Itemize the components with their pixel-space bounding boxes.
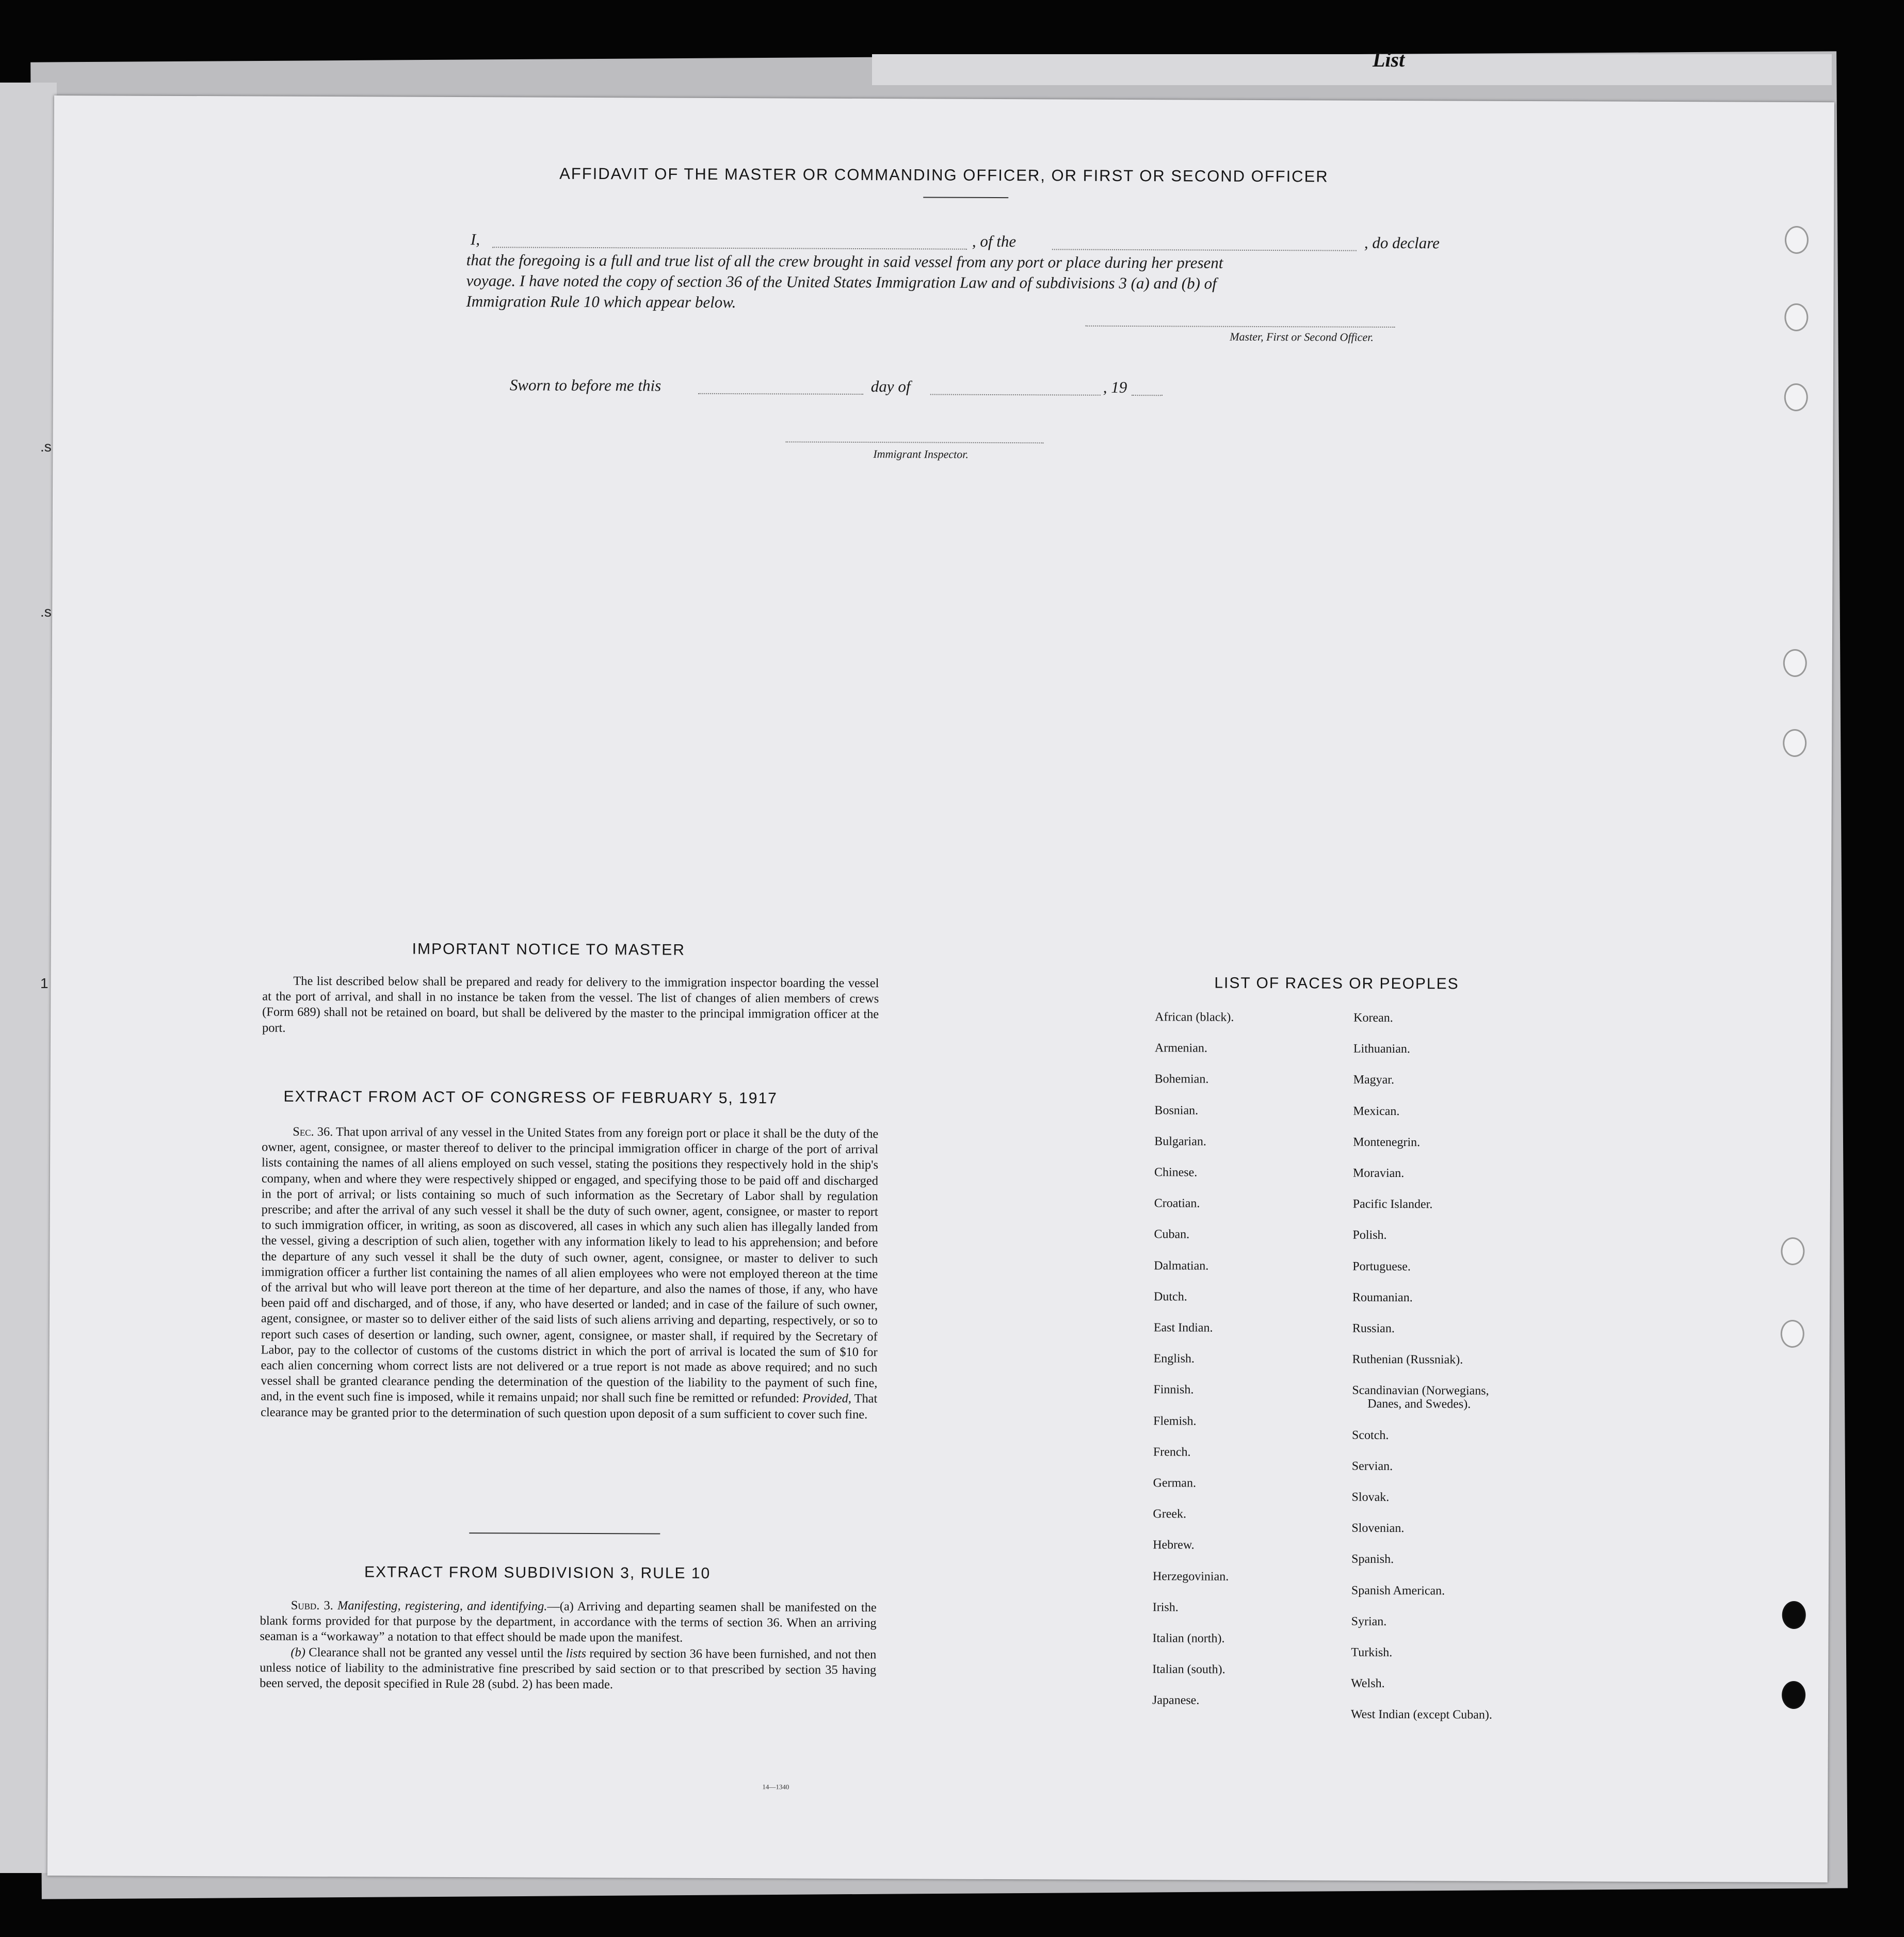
sec36-text-end: That clearance may be granted prior to the determination of such question upon deposit of a sum sufficient to cover such fine. xyxy=(261,1392,878,1422)
race-item: Moravian. xyxy=(1352,1166,1405,1181)
inspector-signature-blank[interactable] xyxy=(785,441,1043,443)
affidavit-of-the: , of the xyxy=(972,232,1016,251)
sec-label: Sec. 36. xyxy=(293,1124,333,1139)
sworn-year-blank[interactable] xyxy=(1132,395,1163,396)
race-item: French. xyxy=(1153,1445,1191,1459)
race-item: Mexican. xyxy=(1353,1104,1400,1118)
rule-extract-text xyxy=(260,1598,877,1694)
race-item: Armenian. xyxy=(1154,1041,1207,1055)
race-item: Portuguese. xyxy=(1352,1260,1411,1273)
underlying-sheet-edge xyxy=(872,54,1832,85)
notice-text xyxy=(262,974,879,1038)
race-item: Bulgarian. xyxy=(1154,1134,1206,1149)
race-item: Flemish. xyxy=(1153,1414,1197,1428)
affidavit-title: AFFIDAVIT OF THE MASTER OR COMMANDING OFFICER, OR FIRST OR SECOND OFFICER xyxy=(559,164,1329,186)
race-item: Ruthenian (Russniak). xyxy=(1352,1352,1463,1367)
list-tag: List xyxy=(1373,48,1405,71)
subd-b-label: (b) xyxy=(291,1645,305,1659)
subd-b-text-1: Clearance shall not be granted any vessel until the xyxy=(309,1645,563,1660)
race-item: Pacific Islander. xyxy=(1352,1197,1433,1212)
race-item: Lithuanian. xyxy=(1353,1042,1410,1056)
binder-hole xyxy=(1781,1320,1804,1348)
race-item: Greek. xyxy=(1153,1507,1187,1521)
affidavit-line4: Immigration Rule 10 which appear below. xyxy=(466,292,736,312)
race-item: Welsh. xyxy=(1351,1676,1385,1691)
sworn-prefix: Sworn to before me this xyxy=(509,376,661,395)
title-rule xyxy=(923,197,1008,198)
affidavit-line2: that the foregoing is a full and true list of all the crew brought in said vessel from any port or place during her present xyxy=(466,251,1223,272)
race-item: West Indian (except Cuban). xyxy=(1350,1708,1493,1722)
affidavit-line3: voyage. I have noted the copy of section 36 of the United States Immigration Law and of subdivisions 3 (a) and (b) of xyxy=(466,271,1217,293)
race-item: Magyar. xyxy=(1353,1073,1395,1087)
act-extract-title: EXTRACT FROM ACT OF CONGRESS OF FEBRUARY 5, 1917 xyxy=(283,1088,778,1107)
race-item: Russian. xyxy=(1352,1321,1395,1335)
race-item: Dutch. xyxy=(1154,1289,1187,1304)
race-item: Dalmatian. xyxy=(1154,1258,1209,1273)
affidavit-i: I, xyxy=(470,230,480,249)
race-item: Italian (north). xyxy=(1152,1632,1225,1645)
race-item: Irish. xyxy=(1152,1600,1179,1615)
rule-extract-title: EXTRACT FROM SUBDIVISION 3, RULE 10 xyxy=(364,1563,711,1582)
notice-title: IMPORTANT NOTICE TO MASTER xyxy=(412,940,685,959)
race-item: Slovak. xyxy=(1351,1490,1390,1504)
sworn-year: , 19 xyxy=(1103,378,1127,396)
binder-hole xyxy=(1784,383,1808,411)
vessel-blank[interactable] xyxy=(1052,249,1357,251)
binder-hole xyxy=(1783,729,1806,757)
race-item: Roumanian. xyxy=(1352,1290,1413,1304)
form-page xyxy=(47,95,1834,1882)
race-item: Scandinavian (Norwegians, xyxy=(1352,1384,1489,1398)
race-item: Spanish American. xyxy=(1351,1584,1445,1597)
race-item: Hebrew. xyxy=(1153,1538,1195,1552)
subd-label: Subd. 3. xyxy=(291,1598,333,1613)
race-item: Syrian. xyxy=(1351,1615,1387,1628)
strip-mark: .s xyxy=(40,604,52,620)
binder-hole xyxy=(1783,649,1807,677)
race-item: Slovenian. xyxy=(1351,1521,1405,1536)
binder-hole xyxy=(1785,226,1809,254)
race-item: Spanish. xyxy=(1351,1553,1394,1567)
binder-hole xyxy=(1782,1601,1806,1629)
form-number: 14—1340 xyxy=(762,1783,789,1791)
race-item: Croatian. xyxy=(1154,1197,1200,1210)
race-item: Scotch. xyxy=(1351,1428,1389,1442)
race-item: Japanese. xyxy=(1152,1693,1200,1707)
master-signature-caption: Master, First or Second Officer. xyxy=(1230,330,1374,344)
subd-a-text: —(a) Arriving and departing seamen shall be manifested on the blank forms provided for that purpose by the department, in accordance with the terms of section 36. When an arriving seaman is a “workaway” a notation to that effect should be made upon the manifest. xyxy=(260,1599,877,1645)
race-item: East Indian. xyxy=(1153,1321,1213,1335)
provided-word: Provided, xyxy=(802,1392,851,1406)
master-signature-blank[interactable] xyxy=(1085,326,1395,328)
sworn-day-of: day of xyxy=(870,377,911,396)
race-item: Korean. xyxy=(1353,1011,1393,1025)
race-item: Cuban. xyxy=(1154,1228,1190,1241)
notice-paragraph: The list described below shall be prepared and ready for delivery to the immigration inspector boarding the vessel at the port of arrival, and shall in no instance be taken from the vessel. The list of changes of alien members of crews (Form 689) shall not be retained on board, but shall be delivered by the master to the principal immigration officer at the port. xyxy=(262,974,879,1035)
race-item: Chinese. xyxy=(1154,1166,1198,1180)
race-item: Servian. xyxy=(1351,1459,1393,1473)
race-item: Danes, and Swedes). xyxy=(1367,1397,1471,1411)
section-rule xyxy=(469,1532,660,1534)
race-item: African (black). xyxy=(1155,1010,1234,1024)
race-item: Finnish. xyxy=(1153,1383,1194,1397)
race-item: English. xyxy=(1153,1352,1195,1366)
act-extract-text xyxy=(261,1124,878,1423)
binder-hole xyxy=(1784,303,1808,331)
race-item: Turkish. xyxy=(1351,1645,1393,1659)
binder-hole xyxy=(1781,1237,1804,1265)
race-item: Montenegrin. xyxy=(1353,1135,1421,1149)
sworn-day-blank[interactable] xyxy=(698,393,863,395)
affidavit-declare: , do declare xyxy=(1364,233,1440,252)
race-item: Bosnian. xyxy=(1154,1103,1199,1118)
races-title: LIST OF RACES OR PEOPLES xyxy=(1214,974,1459,993)
subd-b-lists: lists xyxy=(566,1646,587,1660)
subd-b-text-2: required by section 36 have been furnished, and not then unless notice of liability to the administrative fine prescribed by said section or to that prescribed by section 35 having been served, the deposit specified in Rule 28 (subd. 2) has been made. xyxy=(260,1646,877,1692)
race-item: German. xyxy=(1153,1476,1197,1490)
race-item: Italian (south). xyxy=(1152,1662,1225,1676)
strip-mark: 1 xyxy=(40,975,49,991)
race-item: Bohemian. xyxy=(1154,1072,1209,1086)
strip-mark: .s xyxy=(40,439,52,455)
name-blank[interactable] xyxy=(492,247,967,250)
sec36-text: That upon arrival of any vessel in the United States from any foreign port or place it shall be the duty of the owner, agent, consignee, or master thereof to deliver to the principal immigration officer in charge of the port of arrival lists containing the names of all aliens employed on such vessel, stating the positions they respectively hold in the ship's company, when and where they were respectively shipped or engaged, and specifying those to be paid off and discharged in the port of arrival; or lists containing so much of such information as the Secretary of Labor shall by regulation prescribe; and after the arrival of any such vessel it shall be the duty of such owner, agent, consignee, or master to report to such immigration officer, in writing, as soon as discovered, all cases in which any such alien has illegally landed from the vessel, giving a description of such alien, together with any information likely to lead to his apprehension; and before the departure of any such vessel it shall be the duty of such owner, agent, consignee, or master to deliver to such immigration officer a further list containing the names of all alien employees who were not employed thereon at the time of the arrival but who will leave port thereon at the time of her departure, and also the names of those, if any, who have been paid off and discharged, and of those, if any, who have deserted or landed; and in case of the failure of such owner, agent, consignee, or master so to deliver either of the said lists of such aliens arriving and departing, respectively, or so to report such cases of desertion or landing, such owner, agent, consignee, or master shall, if required by the Secretary of Labor, pay to the collector of customs of the customs district in which the port of arrival is located the sum of $10 for each alien concerning whom correct lists are not delivered or a true report is not made as above required; and no such vessel shall be granted clearance pending the determination of the question of the liability to the payment of such fine, and, in the event such fine is imposed, while it remains unpaid; nor shall such fine be remitted or refunded: xyxy=(261,1125,879,1406)
inspector-caption: Immigrant Inspector. xyxy=(873,447,969,461)
race-item: Herzegovinian. xyxy=(1152,1569,1229,1584)
binder-hole xyxy=(1782,1681,1805,1709)
sworn-month-blank[interactable] xyxy=(930,394,1101,396)
race-item: Polish. xyxy=(1352,1229,1387,1242)
subd-heading: Manifesting, registering, and identifying. xyxy=(337,1599,547,1613)
